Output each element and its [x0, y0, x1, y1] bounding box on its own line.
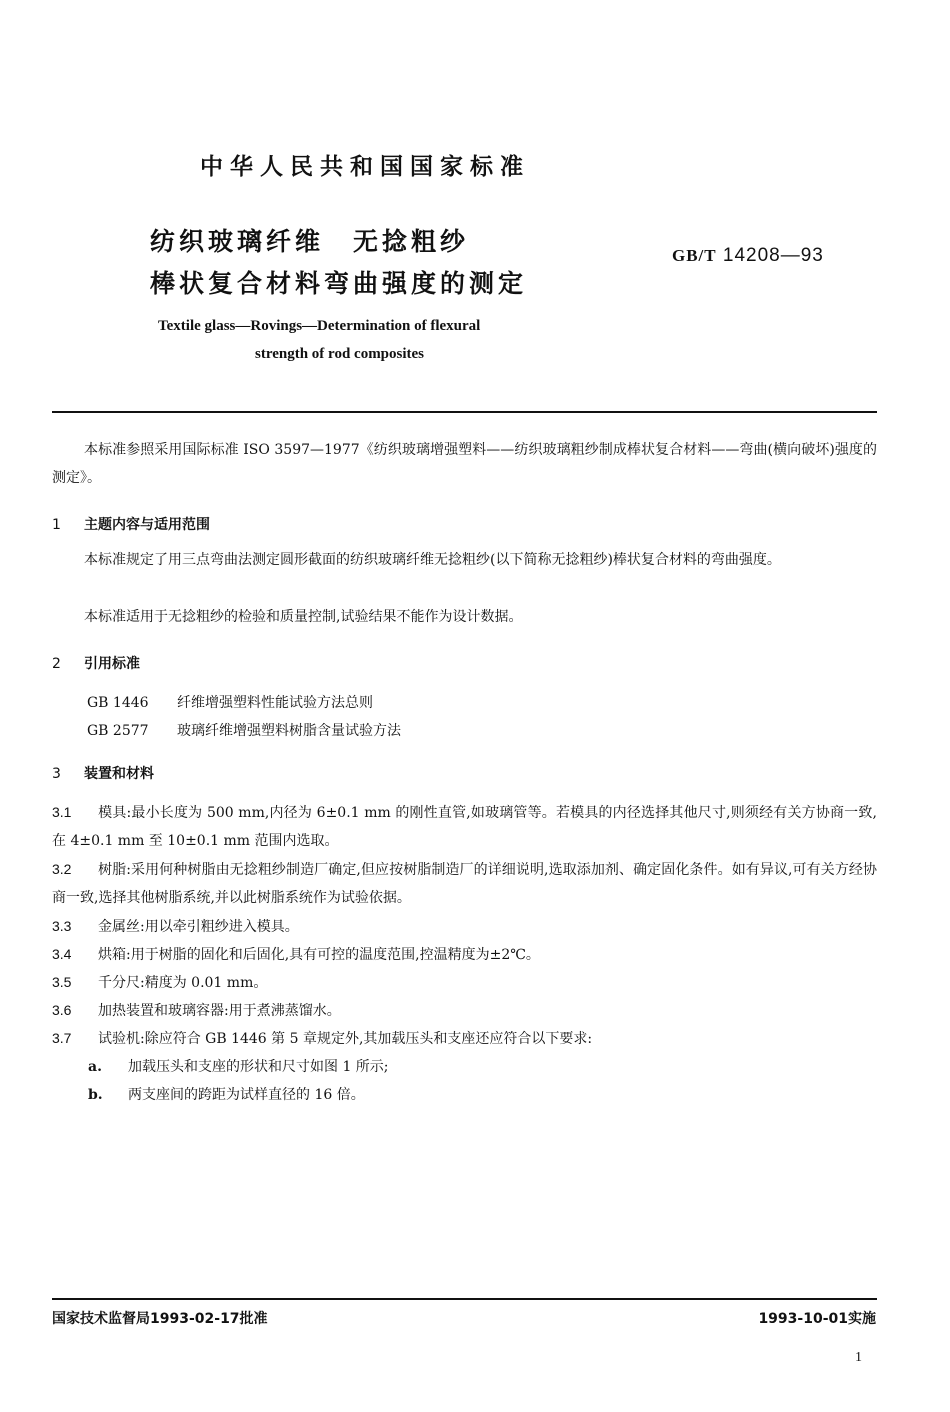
title-cn-line1: 纺织玻璃纤维 无捻粗纱: [150, 227, 470, 256]
clause-3-3: [52, 912, 877, 941]
clause-3-2: [52, 855, 877, 912]
list-item: [88, 1084, 365, 1104]
clause-3-1: [52, 798, 877, 855]
reference-code: GB 2577: [87, 723, 149, 739]
reference-title: 玻璃纤维增强塑料树脂含量试验方法: [177, 723, 401, 739]
section-title: 引用标准: [84, 656, 140, 672]
clause-number: 3.6: [52, 1002, 72, 1018]
clause-text: 加热装置和玻璃容器:用于煮沸蒸馏水。: [98, 1003, 341, 1019]
bottom-divider: [52, 1298, 877, 1300]
section-3-heading: [52, 763, 154, 783]
list-text: 两支座间的跨距为试样直径的 16 倍。: [128, 1087, 365, 1103]
clause-text: 试验机:除应符合 GB 1446 第 5 章规定外,其加载压头和支座还应符合以下要求:: [98, 1031, 593, 1047]
page-number: 1: [855, 1350, 862, 1365]
section-1-heading: [52, 514, 210, 534]
intro-paragraph: 本标准参照采用国际标准 ISO 3597—1977《纺织玻璃增强塑料——纺织玻璃粗纱制成棒状复合材料——弯曲(横向破坏)强度的测定》。: [52, 442, 877, 486]
reference-code: GB 1446: [87, 695, 149, 711]
clause-3-5: [52, 968, 877, 997]
reference-item: [87, 692, 373, 712]
section-number: 1: [52, 517, 61, 533]
section-1-paragraph-2: 本标准适用于无捻粗纱的检验和质量控制,试验结果不能作为设计数据。: [84, 609, 523, 625]
clause-number: 3.3: [52, 918, 72, 934]
list-marker: a.: [88, 1059, 102, 1075]
title-cn-line2: 棒状复合材料弯曲强度的测定: [150, 269, 528, 298]
implementation-date: 1993-10-01实施: [758, 1311, 876, 1327]
section-title: 装置和材料: [84, 766, 154, 782]
clause-3-7: [52, 1024, 877, 1053]
title-en-line2: strength of rod composites: [255, 346, 425, 362]
list-text: 加载压头和支座的形状和尺寸如图 1 所示;: [128, 1059, 389, 1075]
section-1-paragraph-1: 本标准规定了用三点弯曲法测定圆形截面的纺织玻璃纤维无捻粗纱(以下简称无捻粗纱)棒状复合材料的弯曲强度。: [84, 552, 781, 568]
section-number: 3: [52, 766, 61, 782]
section-title: 主题内容与适用范围: [84, 517, 210, 533]
clause-number: 3.5: [52, 974, 72, 990]
title-en-line1: Textile glass—Rovings—Determination of flexural: [158, 318, 481, 334]
section-number: 2: [52, 656, 61, 672]
clause-text: 树脂:采用何种树脂由无捻粗纱制造厂确定,但应按树脂制造厂的详细说明,选取添加剂、确定固化条件。如有异议,可有关方经协商一致,选择其他树脂系统,并以此树脂系统作为试验依据。: [52, 862, 877, 906]
clause-text: 千分尺:精度为 0.01 mm。: [98, 975, 268, 991]
reference-item: [87, 720, 401, 740]
clause-3-4: [52, 940, 877, 969]
clause-text: 烘箱:用于树脂的固化和后固化,具有可控的温度范围,控温精度为±2℃。: [98, 947, 540, 963]
section-2-heading: [52, 653, 140, 673]
clause-number: 3.2: [52, 861, 72, 877]
clause-text: 金属丝:用以牵引粗纱进入模具。: [98, 919, 299, 935]
clause-number: 3.4: [52, 946, 72, 962]
standard-prefix: GB/T: [672, 246, 717, 265]
standard-code: 14208—93: [722, 245, 824, 266]
top-divider: [52, 411, 877, 413]
reference-title: 纤维增强塑料性能试验方法总则: [177, 695, 373, 711]
approval-date: 国家技术监督局1993-02-17批准: [52, 1311, 268, 1327]
clause-number: 3.7: [52, 1030, 72, 1046]
clause-number: 3.1: [52, 804, 72, 820]
list-item: [88, 1056, 389, 1076]
national-standard-heading: 中华人民共和国国家标准: [200, 154, 530, 180]
clause-text: 模具:最小长度为 500 mm,内径为 6±0.1 mm 的刚性直管,如玻璃管等。若模具的内径选择其他尺寸,则须经有关方协商一致,在 4±0.1 mm 至 10±0.1 mm 范围内选取。: [52, 805, 877, 849]
list-marker: b.: [88, 1087, 103, 1103]
standard-number: [672, 245, 824, 267]
clause-3-6: [52, 996, 877, 1025]
